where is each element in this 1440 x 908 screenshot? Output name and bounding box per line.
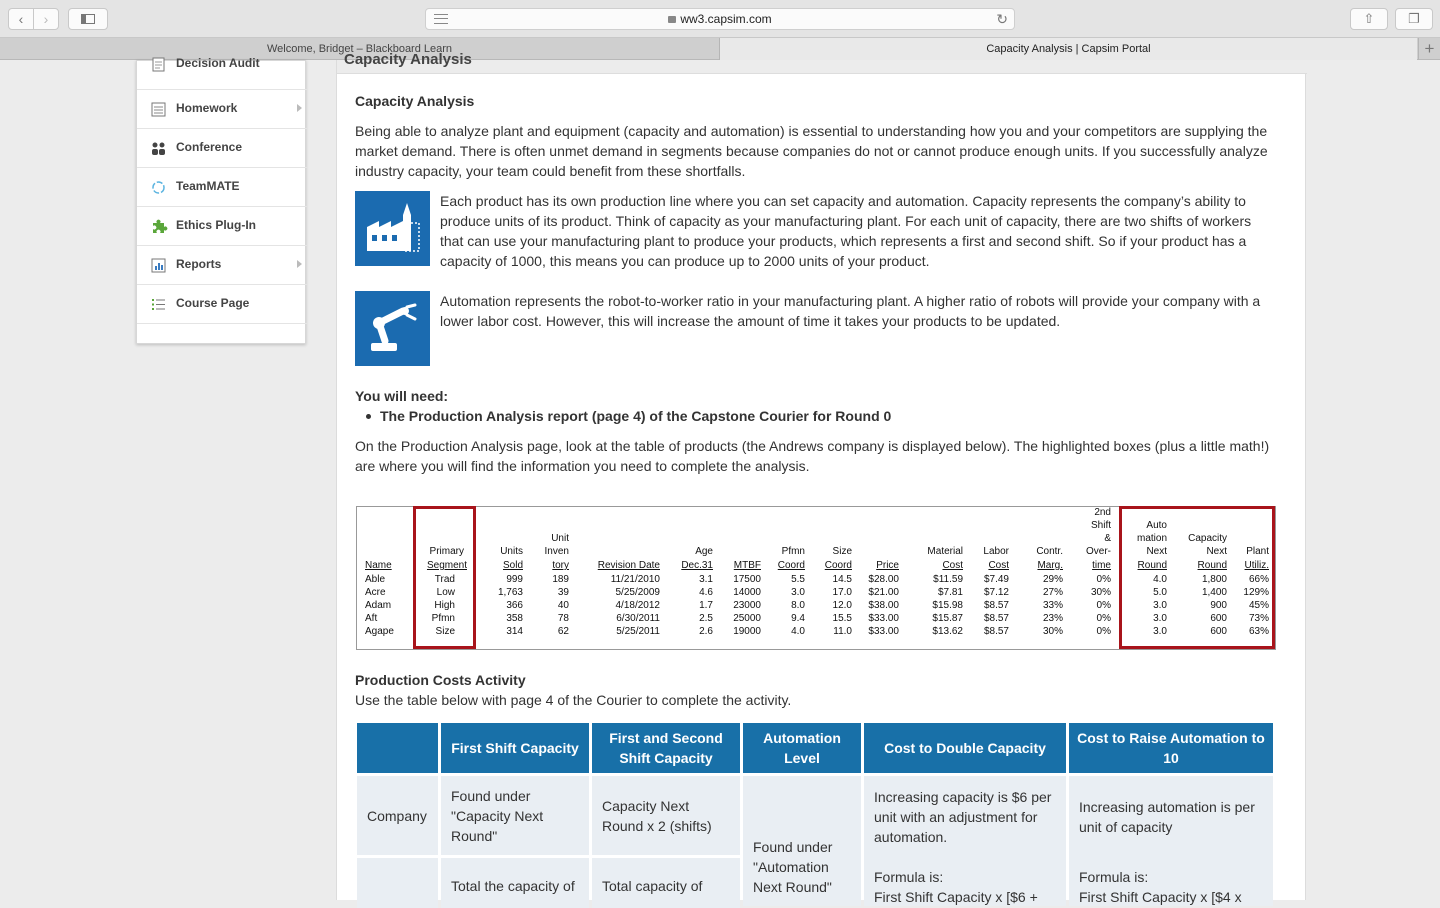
table-header-both-shifts: First and Second Shift Capacity	[592, 723, 740, 773]
hdr-pfmn-2: Coord	[777, 560, 805, 571]
report-cell-capacity: 1,400	[1201, 587, 1227, 598]
report-cell-mtbf: 17500	[733, 574, 761, 585]
report-cell-price: $38.00	[868, 600, 899, 611]
puzzle-icon	[151, 219, 166, 234]
report-cell-name: Acre	[365, 587, 386, 598]
report-cell-segment: Size	[435, 626, 455, 637]
report-cell-price: $21.00	[868, 587, 899, 598]
report-cell-units: 314	[506, 626, 523, 637]
report-cell-segment: Low	[436, 587, 455, 598]
hdr-margin-2: Marg.	[1037, 560, 1063, 571]
intro-paragraph: Being able to analyze plant and equipment (capacity and automation) is essential to understanding how you and your competitors are supplying the market demand. There is often unmet demand in segments because companies do not or cannot produce enough units. If you successfully analyze industry capacity, your team could benefit from these shortfalls.	[355, 123, 1268, 179]
hdr-auto-4: Round	[1137, 560, 1167, 571]
report-cell-age: 4.6	[699, 587, 713, 598]
report-cell-material: $11.59	[933, 574, 963, 585]
report-cell-util: 129%	[1243, 587, 1269, 598]
chevron-right-icon: ›	[43, 11, 49, 27]
report-cell-size: 14.5	[832, 574, 852, 585]
report-cell-size: 12.0	[832, 600, 852, 611]
menu-item-decision-audit[interactable]	[137, 53, 307, 90]
report-cell-util: 73%	[1248, 613, 1269, 624]
sidebar-icon	[81, 14, 95, 24]
report-cell-inventory: 189	[552, 574, 569, 585]
report-cell-overtime: 0%	[1096, 626, 1111, 637]
chevron-left-icon: ‹	[18, 11, 24, 27]
cell-total-both-shifts: Total capacity of	[592, 858, 740, 908]
back-button[interactable]	[8, 8, 34, 30]
hdr-cap-2: Next	[1206, 546, 1227, 557]
row-label-company: Company	[357, 776, 438, 855]
report-cell-size: 11.0	[833, 626, 852, 637]
hdr-util-1: Plant	[1246, 546, 1269, 557]
report-cell-name: Aft	[365, 613, 378, 624]
double-formula-expr: First Shift Capacity x [$6 +	[874, 889, 1038, 905]
hdr-pfmn-1: Pfmn	[781, 546, 805, 557]
report-cell-name: Agape	[365, 626, 394, 637]
hdr-ot-5: time	[1092, 560, 1111, 571]
report-cell-mtbf: 25000	[733, 613, 761, 624]
report-cell-pfmn: 5.5	[791, 574, 805, 585]
report-cell-mtbf: 19000	[733, 626, 761, 637]
tab-blackboard[interactable]: Welcome, Bridget – Blackboard Learn	[0, 38, 720, 60]
report-cell-inventory: 39	[557, 587, 569, 598]
menu-item-course-page[interactable]	[137, 285, 307, 324]
hdr-size-2: Coord	[824, 560, 852, 571]
report-cell-age: 2.5	[699, 613, 713, 624]
report-cell-name: Adam	[365, 600, 392, 611]
chevron-right-icon	[297, 260, 302, 268]
page-title: Capacity Analysis	[355, 93, 475, 109]
report-cell-segment: Pfmn	[431, 613, 455, 624]
hdr-ot-3: &	[1104, 533, 1111, 544]
report-cell-labor: $8.57	[983, 626, 1009, 637]
raise-automation-desc: Increasing automation is per unit of capacity	[1079, 799, 1255, 835]
report-cell-automation: 3.0	[1153, 626, 1167, 637]
report-cell-segment: Trad	[434, 574, 455, 585]
report-cell-price: $28.00	[868, 574, 899, 585]
hdr-ot-1: 2nd	[1094, 507, 1111, 518]
report-cell-labor: $8.57	[983, 600, 1009, 611]
hdr-mtbf: MTBF	[733, 560, 761, 571]
page-header-title: Capacity Analysis	[344, 51, 472, 68]
report-cell-automation: 3.0	[1153, 600, 1167, 611]
hdr-labor-1: Labor	[983, 546, 1009, 557]
report-cell-pfmn: 3.0	[791, 587, 805, 598]
menu-item-ethics[interactable]	[137, 207, 307, 246]
report-cell-material: $7.81	[937, 587, 963, 598]
hdr-price: Price	[876, 560, 899, 571]
hdr-name: Name	[365, 560, 392, 571]
capacity-paragraph: Each product has its own production line where you can set capacity and automation. Capacity represents the company’s ability to produce units of its product. Think of capacity as your manufacturing plant. For each unit of capacity, there are two shifts of workers that can use your manufacturing plant to produce your products, which represents a first and second shift. So if your product has a capacity of 1000, this means you can produce up to 2000 units of your product.	[440, 193, 1252, 269]
menu-item-conference[interactable]	[137, 129, 307, 168]
raise-formula-expr: First Shift Capacity x [$4 x	[1079, 889, 1242, 905]
hdr-labor-2: Cost	[988, 560, 1009, 571]
hdr-age-1: Age	[695, 546, 713, 557]
report-cell-age: 3.1	[699, 574, 713, 585]
lock-icon	[668, 16, 676, 23]
raise-formula-label: Formula is:	[1079, 869, 1149, 885]
chevron-right-icon	[297, 104, 302, 112]
report-cell-mtbf: 23000	[733, 600, 761, 611]
hdr-cap-3: Round	[1197, 560, 1227, 571]
activity-title: Production Costs Activity	[355, 672, 526, 688]
report-cell-util: 63%	[1248, 626, 1269, 637]
report-cell-labor: $7.49	[983, 574, 1009, 585]
hdr-auto-3: Next	[1146, 546, 1167, 557]
report-cell-util: 45%	[1248, 600, 1269, 611]
hdr-inv-1: Unit	[551, 533, 569, 544]
url-text: ww3.capsim.com	[680, 12, 772, 26]
report-cell-units: 1,763	[497, 587, 523, 598]
report-cell-age: 1.7	[699, 600, 713, 611]
menu-label: Conference	[176, 140, 243, 154]
hdr-segment-2: Segment	[426, 560, 467, 571]
show-tabs-button[interactable]	[1395, 8, 1433, 30]
report-cell-price: $33.00	[868, 613, 899, 624]
address-bar[interactable]	[425, 8, 1015, 30]
report-cell-segment: High	[434, 600, 455, 611]
report-cell-units: 999	[506, 574, 523, 585]
share-icon: ⇧	[1363, 11, 1375, 26]
report-cell-size: 17.0	[832, 587, 852, 598]
hdr-ot-4: Over-	[1086, 546, 1111, 557]
report-cell-units: 358	[506, 613, 523, 624]
new-tab-button[interactable]: +	[1418, 38, 1440, 60]
report-cell-revision: 5/25/2011	[616, 626, 660, 637]
report-cell-automation: 3.0	[1153, 613, 1167, 624]
report-cell-labor: $8.57	[983, 613, 1009, 624]
cell-double-capacity	[864, 776, 1066, 906]
cell-raise-automation	[1069, 776, 1273, 906]
factory-icon	[355, 191, 430, 266]
report-cell-price: $33.00	[868, 626, 899, 637]
report-cell-inventory: 62	[557, 626, 569, 637]
cell-first-shift: Found under "Capacity Next Round"	[441, 776, 589, 855]
report-cell-revision: 4/18/2012	[615, 600, 660, 611]
report-cell-revision: 6/30/2011	[616, 613, 660, 624]
menu-label: Decision Audit	[176, 56, 260, 70]
forward-button[interactable]	[33, 8, 59, 30]
hdr-inv-3: tory	[552, 560, 569, 571]
hdr-ot-2: Shift	[1090, 520, 1111, 531]
hdr-material-2: Cost	[942, 560, 963, 571]
menu-label: TeamMATE	[176, 179, 240, 193]
hdr-units-1: Units	[500, 546, 523, 557]
share-button[interactable]	[1350, 8, 1388, 30]
hdr-util-2: Utiliz.	[1244, 560, 1269, 571]
report-cell-overtime: 0%	[1096, 574, 1111, 585]
menu-item-teammate[interactable]	[137, 168, 307, 207]
report-cell-units: 366	[506, 600, 523, 611]
report-cell-revision: 11/21/2010	[610, 574, 660, 585]
double-formula-label: Formula is:	[874, 869, 944, 885]
hdr-units-2: Sold	[502, 560, 523, 571]
tab-capsim[interactable]: Capacity Analysis | Capsim Portal	[720, 38, 1417, 60]
activity-subtitle: Use the table below with page 4 of the Courier to complete the activity.	[355, 692, 792, 708]
table-header-automation: Automation Level	[743, 723, 861, 773]
double-capacity-desc: Increasing capacity is $6 per unit with an adjustment for automation.	[874, 789, 1052, 845]
hdr-cap-1: Capacity	[1188, 533, 1227, 544]
report-cell-margin: 27%	[1042, 587, 1063, 598]
tabs-icon: ❐	[1408, 11, 1420, 26]
side-menu	[136, 56, 306, 344]
browser-toolbar	[0, 0, 1440, 38]
report-cell-capacity: 900	[1210, 600, 1227, 611]
menu-label: Ethics Plug-In	[176, 218, 257, 232]
hdr-margin-1: Contr.	[1036, 546, 1063, 557]
report-cell-pfmn: 4.0	[791, 626, 805, 637]
production-analysis-report	[356, 506, 1276, 650]
robot-arm-icon	[355, 291, 430, 366]
report-cell-material: $13.62	[932, 626, 963, 637]
report-cell-util: 66%	[1248, 574, 1269, 585]
sidebar-toggle-button[interactable]	[68, 8, 108, 30]
report-cell-overtime: 30%	[1090, 587, 1111, 598]
report-cell-material: $15.98	[932, 600, 963, 611]
report-cell-size: 15.5	[832, 613, 852, 624]
chart-icon	[151, 258, 166, 273]
need-item: The Production Analysis report (page 4) of the Capstone Courier for Round 0	[380, 408, 892, 424]
main-content	[336, 51, 1306, 905]
report-cell-overtime: 0%	[1096, 600, 1111, 611]
report-cell-capacity: 600	[1210, 626, 1227, 637]
report-cell-revision: 5/25/2009	[615, 587, 660, 598]
menu-item-homework[interactable]	[137, 90, 307, 129]
hdr-inv-2: Inven	[544, 546, 569, 557]
cell-total-first-shift: Total the capacity of	[441, 858, 589, 908]
menu-label: Reports	[176, 257, 222, 271]
report-cell-pfmn: 9.4	[791, 613, 805, 624]
hdr-age-2: Dec.31	[681, 560, 713, 571]
hdr-material-1: Material	[927, 546, 963, 557]
report-cell-name: Able	[365, 574, 386, 585]
need-title: You will need:	[355, 388, 449, 404]
cell-automation: Found under "Automation Next Round"	[743, 776, 861, 906]
report-cell-pfmn: 8.0	[791, 600, 805, 611]
reader-icon[interactable]	[434, 14, 448, 24]
report-cell-inventory: 78	[557, 613, 569, 624]
menu-label: Homework	[176, 101, 238, 115]
people-icon	[151, 141, 166, 156]
table-header-raise-automation: Cost to Raise Automation to 10	[1069, 723, 1273, 773]
report-cell-margin: 29%	[1042, 574, 1063, 585]
menu-item-reports[interactable]	[137, 246, 307, 285]
menu-label: Course Page	[176, 296, 250, 310]
checklist-icon	[151, 297, 166, 312]
table-header-double-capacity: Cost to Double Capacity	[864, 723, 1066, 773]
instructions-paragraph: On the Production Analysis page, look at the table of products (the Andrews company is displayed below). The highlighted boxes (plus a little math!) are where you will find the information you need to complete the analysis.	[355, 438, 1270, 474]
reload-icon[interactable]: ↻	[996, 11, 1008, 27]
report-cell-automation: 5.0	[1153, 587, 1167, 598]
list-icon	[151, 102, 166, 117]
hdr-revision: Revision Date	[597, 560, 660, 571]
report-cell-mtbf: 14000	[733, 587, 761, 598]
page-header	[337, 51, 1307, 74]
report-cell-margin: 30%	[1042, 626, 1063, 637]
report-cell-labor: $7.12	[983, 587, 1009, 598]
report-cell-capacity: 600	[1210, 613, 1227, 624]
cell-both-shifts: Capacity Next Round x 2 (shifts)	[592, 776, 740, 855]
report-cell-automation: 4.0	[1153, 574, 1167, 585]
hdr-size-1: Size	[832, 546, 852, 557]
circle-icon	[151, 180, 166, 195]
report-cell-age: 2.6	[699, 626, 713, 637]
table-header-blank	[357, 723, 438, 773]
report-cell-capacity: 1,800	[1201, 574, 1227, 585]
report-cell-overtime: 0%	[1096, 613, 1111, 624]
document-icon	[151, 57, 166, 72]
row-label-empty	[357, 858, 438, 908]
hdr-auto-2: mation	[1136, 533, 1167, 544]
automation-paragraph: Automation represents the robot-to-worker ratio in your manufacturing plant. A higher ratio of robots will provide your company with a lower labor cost. However, this will increase the amount of time it takes your products to be updated.	[440, 293, 1261, 329]
hdr-segment-1: Primary	[429, 546, 464, 557]
bullet-dot	[366, 414, 371, 419]
report-cell-material: $15.87	[932, 613, 963, 624]
table-header-first-shift: First Shift Capacity	[441, 723, 589, 773]
report-cell-margin: 23%	[1042, 613, 1063, 624]
report-cell-margin: 33%	[1042, 600, 1063, 611]
hdr-auto-1: Auto	[1146, 520, 1167, 531]
report-cell-inventory: 40	[557, 600, 569, 611]
